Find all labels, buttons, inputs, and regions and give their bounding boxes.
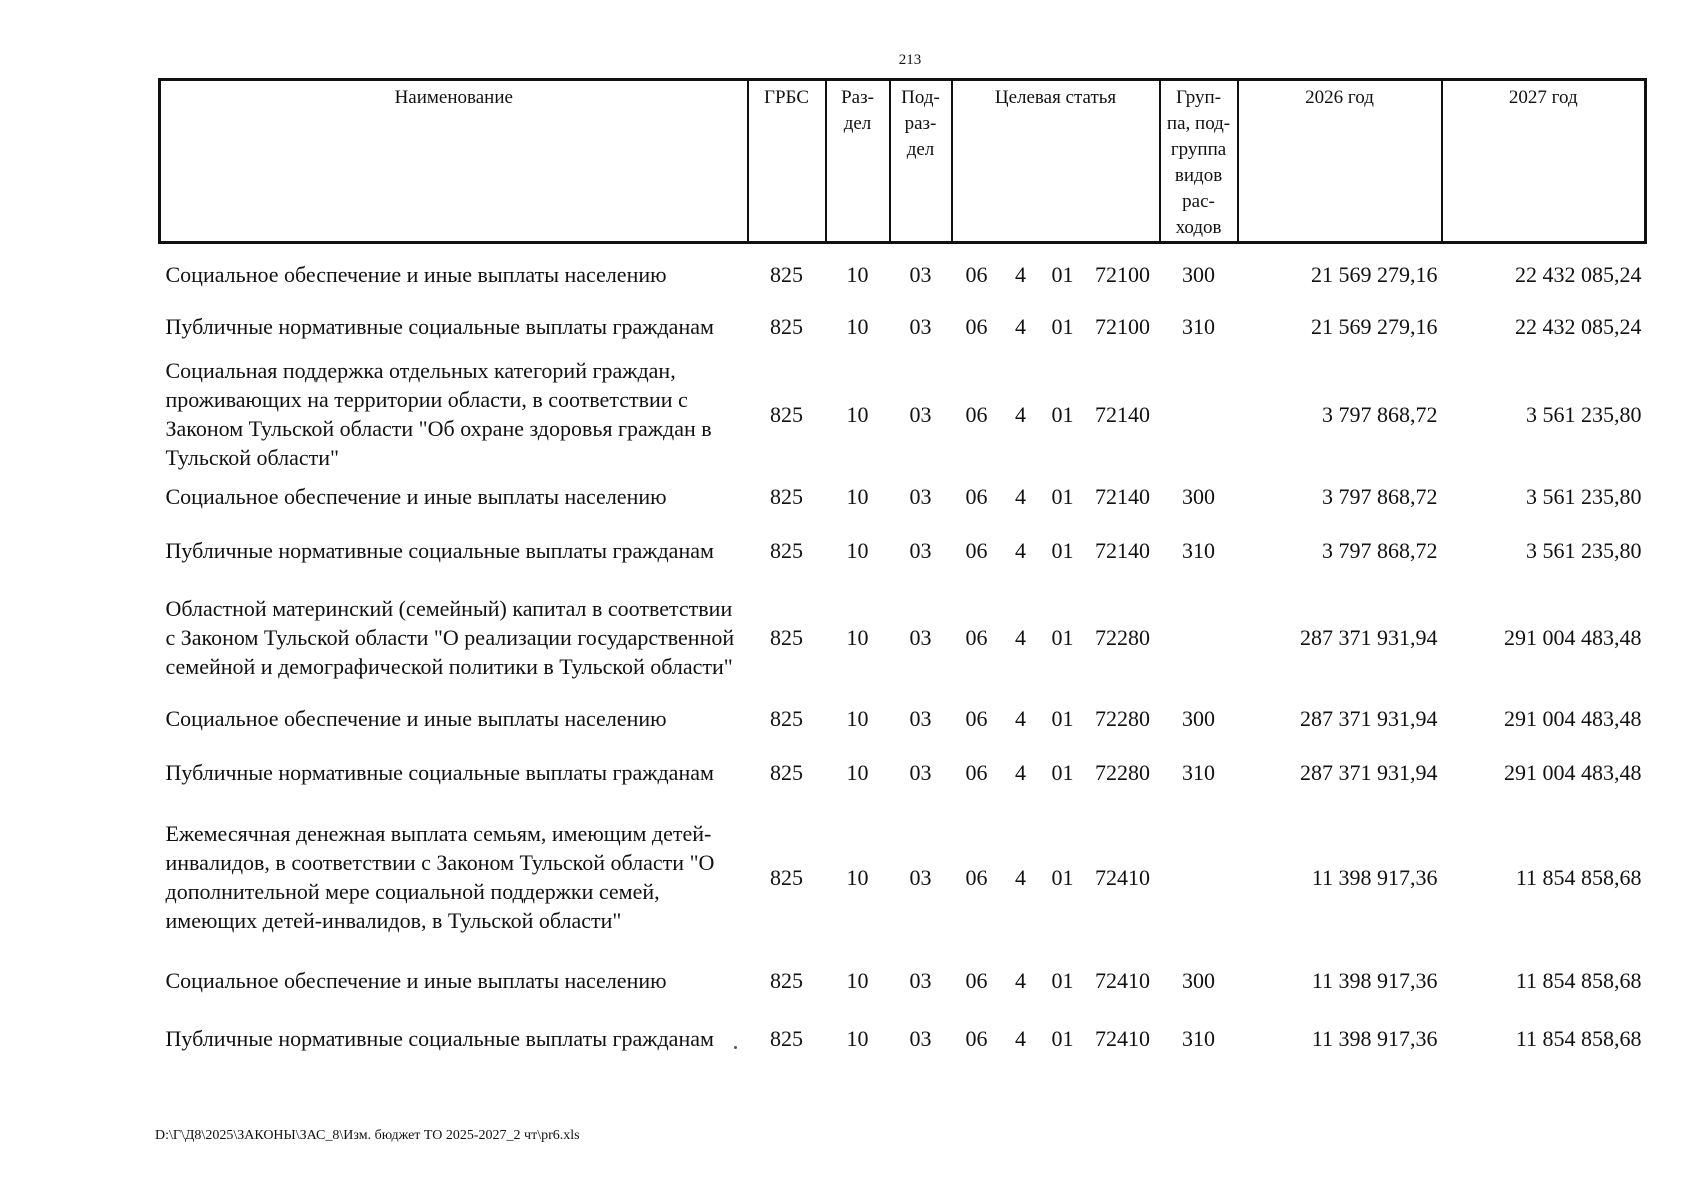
row-expense-group xyxy=(1160,356,1238,472)
table-row xyxy=(160,520,1646,580)
row-expense-group: 300 xyxy=(1182,705,1216,731)
row-name: Публичные нормативные социальные выплаты гражданам xyxy=(165,537,714,563)
row-razdel: 10 xyxy=(846,313,869,339)
table-header-row xyxy=(160,80,1646,243)
table-body xyxy=(160,243,1646,1069)
header-podrazdel: Под- раз- дел xyxy=(890,80,952,243)
row-amount-2027: 22 432 085,24 xyxy=(1515,261,1642,287)
row-grbs: 825 xyxy=(770,705,803,731)
header-year-2026: 2026 год xyxy=(1238,80,1442,243)
row-target-program: 06 xyxy=(965,313,988,339)
row-expense-group xyxy=(1160,802,1238,952)
row-podrazdel: 03 xyxy=(909,1025,932,1051)
row-razdel: 10 xyxy=(846,1025,869,1051)
row-grbs: 825 xyxy=(770,759,803,785)
row-podrazdel: 03 xyxy=(909,261,932,287)
row-expense-group: 310 xyxy=(1182,313,1216,339)
row-target-type: 4 xyxy=(1015,624,1026,650)
row-amount-2026: 3 797 868,72 xyxy=(1322,401,1438,427)
table-row xyxy=(160,580,1646,694)
row-target-direction: 72410 xyxy=(1095,864,1151,890)
row-razdel: 10 xyxy=(846,864,869,890)
table-row xyxy=(160,742,1646,802)
row-name: Социальное обеспечение и иные выплаты населению xyxy=(165,705,667,731)
row-target-type: 4 xyxy=(1015,759,1026,785)
row-razdel: 10 xyxy=(846,967,869,993)
row-podrazdel: 03 xyxy=(909,967,932,993)
row-name: Ежемесячная денежная выплата семьям, имеющим детей-инвалидов, в соответствии с Законом Тульской области "О дополнительной мере социальной поддержки семей, имеющих детей-инвалидов, в Тульской области" xyxy=(165,821,715,933)
row-expense-group xyxy=(1160,580,1238,694)
row-target-direction: 72140 xyxy=(1095,401,1151,427)
row-target-subprogram: 01 xyxy=(1051,967,1074,993)
row-amount-2027: 291 004 483,48 xyxy=(1504,624,1642,650)
row-amount-2027: 3 561 235,80 xyxy=(1526,483,1642,509)
table-row xyxy=(160,296,1646,356)
row-target-type: 4 xyxy=(1015,1025,1026,1051)
row-target-program: 06 xyxy=(965,967,988,993)
row-target-program: 06 xyxy=(965,483,988,509)
row-amount-2027: 3 561 235,80 xyxy=(1526,401,1642,427)
row-grbs: 825 xyxy=(770,401,803,427)
row-grbs: 825 xyxy=(770,483,803,509)
row-target-type: 4 xyxy=(1015,483,1026,509)
table-row xyxy=(160,252,1646,296)
row-target-type: 4 xyxy=(1015,537,1026,563)
row-target-subprogram: 01 xyxy=(1051,864,1074,890)
row-expense-group: 310 xyxy=(1182,537,1216,563)
row-amount-2027: 3 561 235,80 xyxy=(1526,537,1642,563)
row-razdel: 10 xyxy=(846,705,869,731)
row-target-direction: 72280 xyxy=(1095,705,1151,731)
row-name: Публичные нормативные социальные выплаты гражданам xyxy=(165,1025,714,1051)
row-expense-group: 300 xyxy=(1182,967,1216,993)
row-podrazdel: 03 xyxy=(909,864,932,890)
row-target-subprogram: 01 xyxy=(1051,537,1074,563)
header-expense-group: Груп- па, под- группа видов рас- ходов xyxy=(1160,80,1238,243)
row-target-subprogram: 01 xyxy=(1051,705,1074,731)
row-target-subprogram: 01 xyxy=(1051,483,1074,509)
header-name: Наименование xyxy=(160,80,748,243)
budget-table xyxy=(158,78,1647,1068)
row-target-program: 06 xyxy=(965,705,988,731)
row-target-direction: 72280 xyxy=(1095,624,1151,650)
row-amount-2026: 11 398 917,36 xyxy=(1311,1025,1438,1051)
header-target-article: Целевая статья xyxy=(952,80,1160,243)
row-amount-2027: 11 854 858,68 xyxy=(1515,1025,1642,1051)
row-razdel: 10 xyxy=(846,261,869,287)
row-target-direction: 72280 xyxy=(1095,759,1151,785)
file-path-footer: D:\Г\Д8\2025\ЗАКОНЫ\ЗАС_8\Изм. бюджет ТО 2025-2027_2 чт\pr6.xls xyxy=(155,1128,580,1143)
row-target-program: 06 xyxy=(965,864,988,890)
row-grbs: 825 xyxy=(770,624,803,650)
row-target-subprogram: 01 xyxy=(1051,1025,1074,1051)
row-target-type: 4 xyxy=(1015,967,1026,993)
row-target-subprogram: 01 xyxy=(1051,261,1074,287)
row-razdel: 10 xyxy=(846,759,869,785)
row-podrazdel: 03 xyxy=(909,401,932,427)
row-amount-2027: 291 004 483,48 xyxy=(1504,759,1642,785)
row-expense-group: 310 xyxy=(1182,1025,1216,1051)
row-razdel: 10 xyxy=(846,537,869,563)
table-row xyxy=(160,694,1646,742)
row-target-type: 4 xyxy=(1015,261,1026,287)
row-grbs: 825 xyxy=(770,1025,803,1051)
row-target-direction: 72100 xyxy=(1095,261,1151,287)
row-razdel: 10 xyxy=(846,401,869,427)
row-name: Социальная поддержка отдельных категорий граждан, проживающих на территории области, в соответствии с Законом Тульской области "Об охране здоровья граждан в Тульской области" xyxy=(165,358,712,470)
row-grbs: 825 xyxy=(770,261,803,287)
row-target-subprogram: 01 xyxy=(1051,759,1074,785)
table-row xyxy=(160,1008,1646,1068)
row-name: Областной материнский (семейный) капитал в соответствии с Законом Тульской области "О реализации государственной семейной и демографической политики в Тульской области" xyxy=(165,595,735,679)
row-amount-2027: 22 432 085,24 xyxy=(1515,313,1642,339)
row-podrazdel: 03 xyxy=(909,624,932,650)
row-amount-2027: 11 854 858,68 xyxy=(1515,864,1642,890)
table-row xyxy=(160,472,1646,520)
row-target-direction: 72410 xyxy=(1095,1025,1151,1051)
row-target-subprogram: 01 xyxy=(1051,624,1074,650)
row-amount-2026: 287 371 931,94 xyxy=(1300,705,1438,731)
row-target-direction: 72410 xyxy=(1095,967,1151,993)
table-row xyxy=(160,952,1646,1008)
row-target-program: 06 xyxy=(965,624,988,650)
row-target-direction: 72140 xyxy=(1095,483,1151,509)
row-target-direction: 72100 xyxy=(1095,313,1151,339)
row-target-direction: 72140 xyxy=(1095,537,1151,563)
row-target-subprogram: 01 xyxy=(1051,401,1074,427)
row-name: Публичные нормативные социальные выплаты гражданам xyxy=(165,313,714,339)
row-target-program: 06 xyxy=(965,537,988,563)
row-name: Социальное обеспечение и иные выплаты населению xyxy=(165,261,667,287)
row-target-program: 06 xyxy=(965,401,988,427)
row-target-program: 06 xyxy=(965,1025,988,1051)
row-expense-group: 310 xyxy=(1182,759,1216,785)
row-amount-2026: 21 569 279,16 xyxy=(1311,261,1438,287)
row-amount-2026: 11 398 917,36 xyxy=(1311,864,1438,890)
row-expense-group: 300 xyxy=(1182,261,1216,287)
row-amount-2026: 11 398 917,36 xyxy=(1311,967,1438,993)
row-expense-group: 300 xyxy=(1182,483,1216,509)
row-amount-2026: 3 797 868,72 xyxy=(1322,537,1438,563)
row-amount-2026: 287 371 931,94 xyxy=(1300,759,1438,785)
row-podrazdel: 03 xyxy=(909,705,932,731)
header-razdel: Раз- дел xyxy=(826,80,890,243)
row-amount-2027: 291 004 483,48 xyxy=(1504,705,1642,731)
row-razdel: 10 xyxy=(846,624,869,650)
row-name: Социальное обеспечение и иные выплаты населению xyxy=(165,967,667,993)
row-target-program: 06 xyxy=(965,759,988,785)
row-target-type: 4 xyxy=(1015,313,1026,339)
row-target-type: 4 xyxy=(1015,705,1026,731)
scan-speck xyxy=(734,1046,737,1049)
row-razdel: 10 xyxy=(846,483,869,509)
table-row xyxy=(160,356,1646,472)
table-row xyxy=(160,802,1646,952)
row-name: Социальное обеспечение и иные выплаты населению xyxy=(165,483,667,509)
row-amount-2026: 287 371 931,94 xyxy=(1300,624,1438,650)
row-amount-2026: 3 797 868,72 xyxy=(1322,483,1438,509)
row-amount-2027: 11 854 858,68 xyxy=(1515,967,1642,993)
row-grbs: 825 xyxy=(770,537,803,563)
row-podrazdel: 03 xyxy=(909,483,932,509)
row-target-type: 4 xyxy=(1015,864,1026,890)
row-grbs: 825 xyxy=(770,967,803,993)
header-year-2027: 2027 год xyxy=(1442,80,1646,243)
row-grbs: 825 xyxy=(770,313,803,339)
row-target-program: 06 xyxy=(965,261,988,287)
row-grbs: 825 xyxy=(770,864,803,890)
row-podrazdel: 03 xyxy=(909,537,932,563)
row-target-type: 4 xyxy=(1015,401,1026,427)
header-grbs: ГРБС xyxy=(748,80,826,243)
row-podrazdel: 03 xyxy=(909,313,932,339)
row-target-subprogram: 01 xyxy=(1051,313,1074,339)
row-podrazdel: 03 xyxy=(909,759,932,785)
page-number: 213 xyxy=(898,52,922,68)
row-name: Публичные нормативные социальные выплаты гражданам xyxy=(165,759,714,785)
row-amount-2026: 21 569 279,16 xyxy=(1311,313,1438,339)
